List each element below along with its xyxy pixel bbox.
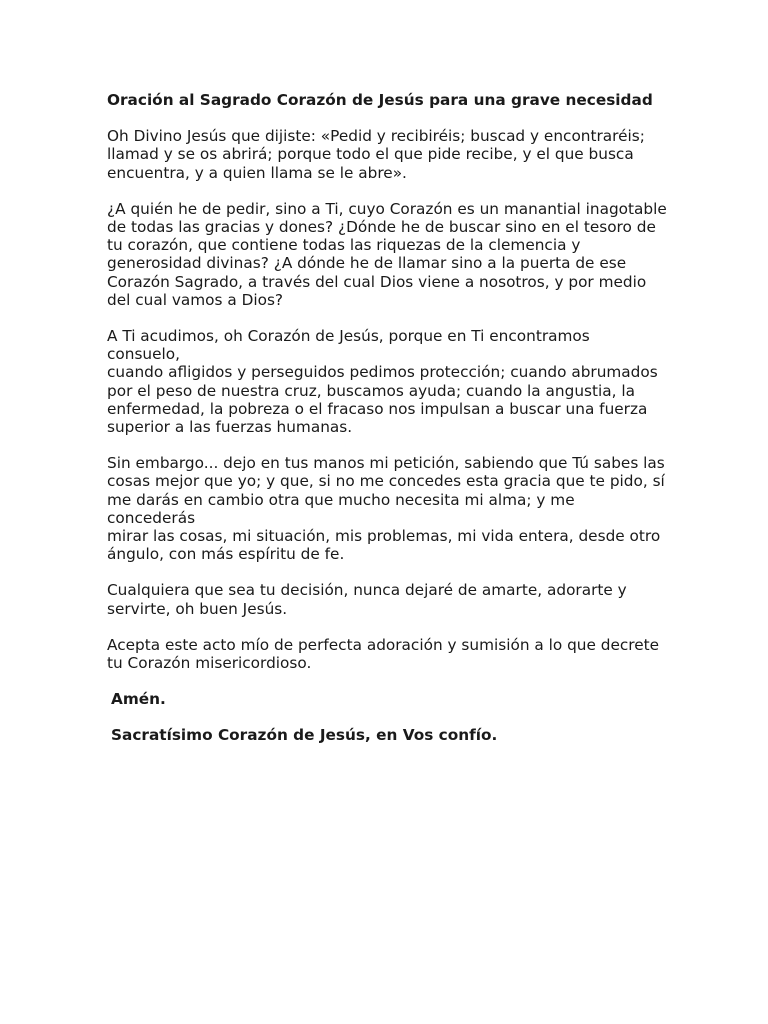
final-invocation: Sacratísimo Corazón de Jesús, en Vos confío. [111,726,498,745]
paragraph-4: Sin embargo... dejo en tus manos mi petición, sabiendo que Tú sabes las cosas mejor que yo; y que, si no me concedes esta gracia que te pido, sí me darás en cambio otra que mucho necesita mi alma; y me concederás mirar las cosas, mi situación, mis problemas, mi vida entera, desde otro ángulo, con más espíritu de fe. [107,454,665,564]
paragraph-5: Cualquiera que sea tu decisión, nunca dejaré de amarte, adorarte y servirte, oh buen Jesús. [107,581,627,618]
paragraph-6: Acepta este acto mío de perfecta adoración y sumisión a lo que decrete tu Corazón misericordioso. [107,635,660,673]
paragraph-2: ¿A quién he de pedir, sino a Ti, cuyo Corazón es un manantial inagotable de todas las gracias y dones? ¿Dónde he de buscar sino en el tesoro de tu corazón, que contiene todas las riquezas de la clemencia y generosidad divinas? ¿A dónde he de llamar sino a la puerta de ese Corazón Sagrado, a través del cual Dios viene a nosotros, y por medio del cual vamos a Dios? [107,199,667,309]
paragraph-1: Oh Divino Jesús que dijiste: «Pedid y recibiréis; buscad y encontraréis; llamad y se os abrirá; porque todo el que pide recibe, y el que busca encuentra, y a quien llama se le abre». [107,127,645,182]
document-title: Oración al Sagrado Corazón de Jesús para una grave necesidad [107,91,653,109]
document-page [107,91,667,763]
amen-line: Amén. [111,690,166,709]
paragraph-3: A Ti acudimos, oh Corazón de Jesús, porque en Ti encontramos consuelo, cuando afligidos y perseguidos pedimos protección; cuando abrumados por el peso de nuestra cruz, buscamos ayuda; cuando la angustia, la enfermedad, la pobreza o el fracaso nos impulsan a buscar una fuerza superior a las fuerzas humanas. [107,327,658,437]
